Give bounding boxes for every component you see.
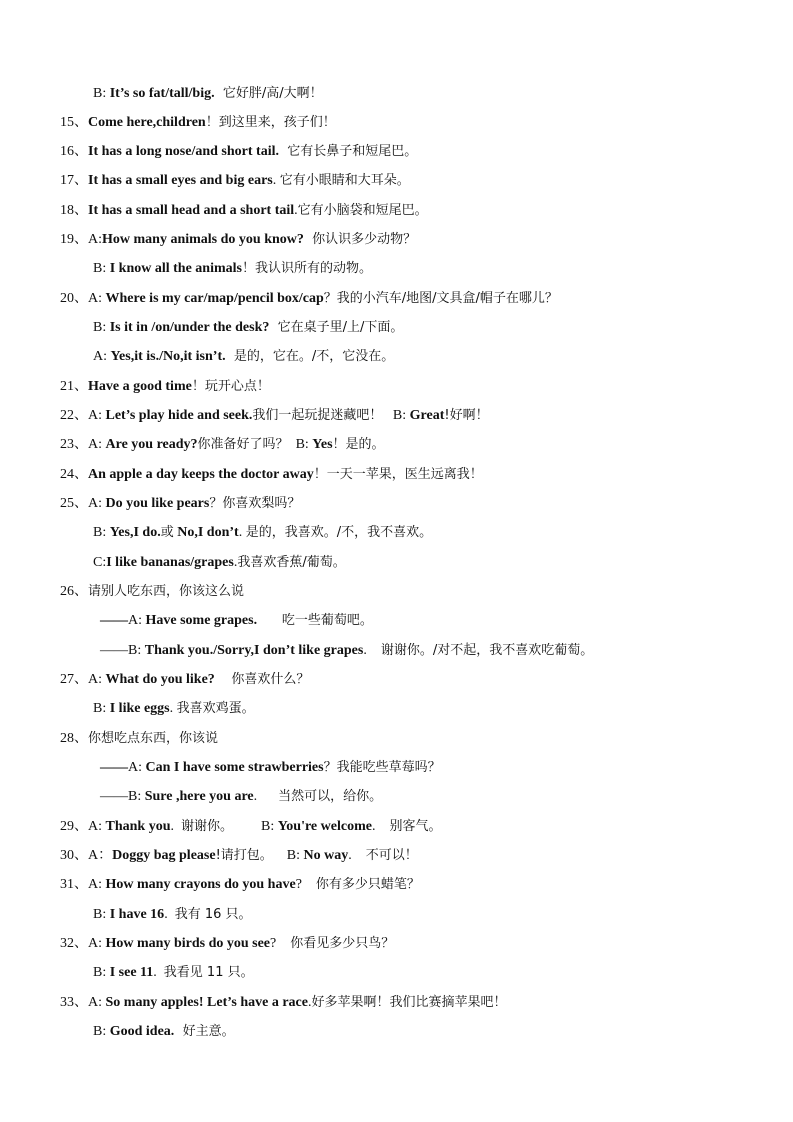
english-phrase: What do you like? bbox=[105, 672, 215, 687]
label-text: 22、A: bbox=[60, 408, 106, 423]
label-text: . bbox=[238, 525, 246, 540]
label-text: B: bbox=[233, 819, 278, 834]
chinese-translation: 你准备好了吗？ bbox=[197, 437, 289, 452]
label-text: 18、 bbox=[60, 203, 88, 218]
chinese-translation: 你想吃点东西，你该说 bbox=[88, 731, 219, 746]
label-text: 31、A: bbox=[60, 877, 106, 892]
text-line bbox=[93, 348, 394, 366]
english-phrase: Doggy bag please bbox=[112, 848, 216, 863]
english-phrase: It has a long nose/and short tail. bbox=[88, 144, 279, 159]
text-line bbox=[93, 260, 372, 278]
label-text: B: bbox=[93, 701, 110, 716]
english-phrase: Sure ,here you are bbox=[144, 789, 254, 804]
text-line bbox=[93, 319, 403, 337]
chinese-translation: 你喜欢什么？ bbox=[214, 672, 310, 687]
english-phrase: Yes,it is./No,it isn’t. bbox=[110, 349, 226, 364]
label-text: ——B: bbox=[100, 789, 145, 804]
english-phrase: Let’s play hide and seek. bbox=[105, 408, 253, 423]
text-line bbox=[60, 231, 416, 249]
text-line bbox=[60, 876, 420, 894]
english-phrase: I like bananas/grapes bbox=[106, 555, 234, 570]
text-line bbox=[93, 906, 252, 924]
english-phrase: How many animals do you know? bbox=[102, 232, 304, 247]
text-line bbox=[60, 172, 410, 190]
label-text: . bbox=[371, 819, 390, 834]
label-text: 28、 bbox=[60, 731, 88, 746]
chinese-translation: 它好胖/高/大啊！ bbox=[214, 86, 323, 101]
label-text: . bbox=[272, 173, 280, 188]
chinese-translation: 我们一起玩捉迷藏吧！ bbox=[252, 408, 383, 423]
label-text: A: bbox=[128, 760, 146, 775]
text-line bbox=[93, 554, 346, 572]
text-line bbox=[93, 964, 254, 982]
chinese-translation: 或 bbox=[160, 525, 174, 540]
chinese-translation: ！我认识所有的动物。 bbox=[241, 261, 372, 276]
label-text: B: bbox=[93, 1024, 110, 1039]
text-line bbox=[60, 466, 483, 484]
english-phrase: I have 16 bbox=[109, 907, 165, 922]
label-text: . bbox=[170, 819, 181, 834]
label-text: 23、A: bbox=[60, 437, 106, 452]
label-text: B: bbox=[93, 965, 110, 980]
chinese-translation: 谢谢你。 bbox=[180, 819, 233, 834]
english-phrase: It has a small eyes and big ears bbox=[88, 173, 273, 188]
chinese-translation: 它有小眼睛和大耳朵。 bbox=[279, 173, 410, 188]
label-text: 30、A： bbox=[60, 848, 113, 863]
label-text: 17、 bbox=[60, 173, 88, 188]
english-phrase: Can I have some strawberries bbox=[145, 760, 324, 775]
english-phrase: Are you ready? bbox=[105, 437, 198, 452]
english-phrase: You're welcome bbox=[277, 819, 372, 834]
chinese-translation: 是的，它在。/不，它没在。 bbox=[225, 349, 395, 364]
label-text: 19、A: bbox=[60, 232, 102, 247]
english-phrase: Yes,I do. bbox=[109, 525, 161, 540]
chinese-translation: 我有 16 只。 bbox=[174, 907, 252, 922]
english-phrase: I know all the animals bbox=[109, 261, 242, 276]
label-text: 29、A: bbox=[60, 819, 106, 834]
label-text: 25、A: bbox=[60, 496, 106, 511]
chinese-translation: 谢谢你。/对不起，我不喜欢吃葡萄。 bbox=[380, 643, 594, 658]
label-text: 21、 bbox=[60, 379, 88, 394]
label-text: ? bbox=[295, 877, 316, 892]
text-line bbox=[100, 759, 441, 777]
label-text: B: bbox=[93, 261, 110, 276]
text-line bbox=[60, 378, 270, 396]
label-text: . bbox=[294, 203, 298, 218]
text-line bbox=[60, 818, 441, 836]
label-text: . bbox=[253, 789, 279, 804]
label-text: 24、 bbox=[60, 467, 88, 482]
chinese-translation: ？我的小汽车/地图/文具盒/帽子在哪儿？ bbox=[323, 291, 558, 306]
label-text: 27、A: bbox=[60, 672, 106, 687]
label-text: B: bbox=[382, 408, 410, 423]
chinese-translation: 我喜欢鸡蛋。 bbox=[176, 701, 255, 716]
text-line bbox=[60, 290, 558, 308]
chinese-translation: 我看见 11 只。 bbox=[163, 965, 254, 980]
chinese-translation: 好多苹果啊！我们比赛摘苹果吧！ bbox=[311, 995, 507, 1010]
text-line bbox=[60, 847, 418, 865]
label-text: . bbox=[307, 995, 312, 1010]
label-text: . bbox=[164, 907, 175, 922]
english-phrase: Have some grapes. bbox=[145, 613, 258, 628]
chinese-translation: 你看见多少只鸟？ bbox=[290, 936, 395, 951]
chinese-translation: !请打包。 bbox=[215, 848, 273, 863]
chinese-translation: 当然可以，给你。 bbox=[278, 789, 383, 804]
chinese-translation: 别客气。 bbox=[389, 819, 442, 834]
english-phrase: Where is my car/map/pencil box/cap bbox=[105, 291, 324, 306]
chinese-translation: !好啊！ bbox=[444, 408, 489, 423]
english-phrase: Great bbox=[409, 408, 445, 423]
english-phrase: Is it in /on/under the desk? bbox=[109, 320, 270, 335]
chinese-translation: 它有小脑袋和短尾巴。 bbox=[297, 203, 428, 218]
text-line bbox=[93, 700, 255, 718]
chinese-translation: ！玩开心点！ bbox=[191, 379, 270, 394]
english-phrase: Have a good time bbox=[88, 379, 192, 394]
label-text: C: bbox=[93, 555, 107, 570]
text-line bbox=[60, 671, 309, 689]
english-phrase: Yes bbox=[312, 437, 333, 452]
text-line bbox=[60, 143, 417, 161]
english-phrase: It’s so fat/tall/big. bbox=[109, 86, 215, 101]
text-line bbox=[93, 524, 432, 542]
text-line bbox=[93, 85, 323, 103]
text-line bbox=[93, 1023, 235, 1041]
text-line bbox=[100, 642, 593, 660]
label-text: 15、 bbox=[60, 115, 88, 130]
chinese-translation: ！一天一苹果，医生远离我！ bbox=[313, 467, 483, 482]
label-text: 33、A: bbox=[60, 995, 106, 1010]
label-text: . bbox=[348, 848, 366, 863]
label-text: A: bbox=[93, 349, 111, 364]
label-text: B: bbox=[93, 525, 110, 540]
text-line bbox=[60, 730, 218, 748]
english-phrase: No way bbox=[303, 848, 349, 863]
chinese-translation: 是的，我喜欢。/不，我不喜欢。 bbox=[245, 525, 433, 540]
english-phrase: Good idea. bbox=[109, 1024, 175, 1039]
text-line bbox=[60, 436, 385, 454]
chinese-translation: ？我能吃些草莓吗？ bbox=[323, 760, 441, 775]
english-phrase: It has a small head and a short tail bbox=[88, 203, 295, 218]
label-text: B: bbox=[288, 437, 313, 452]
english-phrase: —— bbox=[100, 613, 128, 628]
english-phrase: Thank you./Sorry,I don’t like grapes bbox=[144, 643, 364, 658]
chinese-translation: 它在桌子里/上/下面。 bbox=[269, 320, 404, 335]
english-phrase: How many crayons do you have bbox=[105, 877, 296, 892]
english-phrase: I see 11 bbox=[109, 965, 154, 980]
chinese-translation: ？你喜欢梨吗？ bbox=[209, 496, 301, 511]
english-phrase: Come here,children bbox=[88, 115, 206, 130]
chinese-translation: 吃一些葡萄吧。 bbox=[257, 613, 373, 628]
english-phrase: Thank you bbox=[105, 819, 171, 834]
label-text: B: bbox=[93, 86, 110, 101]
label-text: . bbox=[169, 701, 177, 716]
text-line bbox=[60, 114, 336, 132]
english-phrase: So many apples! Let’s have a race bbox=[105, 995, 308, 1010]
text-line bbox=[100, 612, 373, 630]
chinese-translation: 不可以！ bbox=[365, 848, 418, 863]
chinese-translation: 我喜欢香蕉/葡萄。 bbox=[237, 555, 346, 570]
label-text: B: bbox=[93, 907, 110, 922]
label-text: ? bbox=[270, 936, 291, 951]
label-text: 32、A: bbox=[60, 936, 106, 951]
chinese-translation: 请别人吃东西，你该这么说 bbox=[88, 584, 245, 599]
text-line bbox=[60, 407, 489, 425]
text-line bbox=[60, 495, 300, 513]
chinese-translation: 它有长鼻子和短尾巴。 bbox=[278, 144, 418, 159]
text-line bbox=[60, 202, 428, 220]
english-phrase: Do you like pears bbox=[105, 496, 210, 511]
label-text: . bbox=[233, 555, 238, 570]
english-phrase: —— bbox=[100, 760, 128, 775]
label-text: B: bbox=[93, 320, 110, 335]
text-line bbox=[60, 935, 394, 953]
chinese-translation: 好主意。 bbox=[174, 1024, 235, 1039]
text-line bbox=[60, 994, 506, 1012]
label-text: A: bbox=[128, 613, 146, 628]
english-phrase: How many birds do you see bbox=[105, 936, 271, 951]
chinese-translation: 你认识多少动物？ bbox=[303, 232, 417, 247]
chinese-translation: 你有多少只蜡笔？ bbox=[315, 877, 420, 892]
label-text: 16、 bbox=[60, 144, 88, 159]
text-line bbox=[100, 788, 382, 806]
label-text: ——B: bbox=[100, 643, 145, 658]
english-phrase: An apple a day keeps the doctor away bbox=[88, 467, 314, 482]
chinese-translation: ！到这里来，孩子们！ bbox=[205, 115, 336, 130]
label-text: . bbox=[363, 643, 381, 658]
english-phrase: No,I don’t bbox=[173, 525, 239, 540]
label-text: 26、 bbox=[60, 584, 88, 599]
english-phrase: I like eggs bbox=[109, 701, 170, 716]
label-text: 20、A: bbox=[60, 291, 106, 306]
label-text: B: bbox=[272, 848, 304, 863]
text-line bbox=[60, 583, 244, 601]
label-text: . bbox=[153, 965, 164, 980]
chinese-translation: ！是的。 bbox=[332, 437, 385, 452]
